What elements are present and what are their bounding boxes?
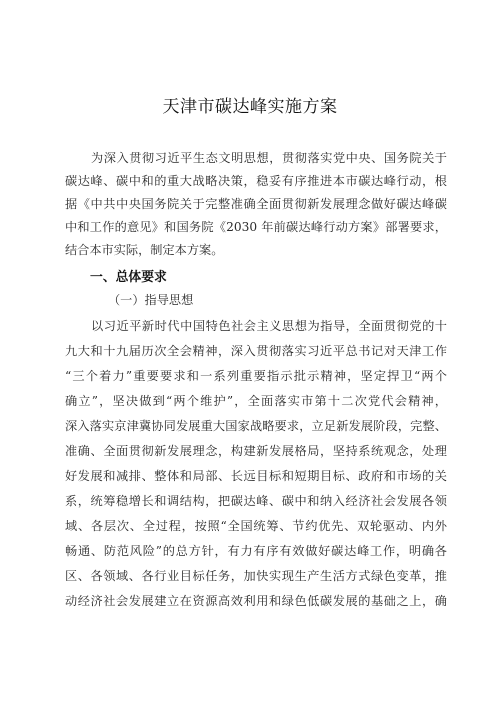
intro-line-4: 中和工作的意见》和国务院《2030 年前碳达峰行动方案》部署要求， [65, 220, 447, 234]
section-heading: 一、总体要求 [90, 270, 167, 285]
intro-line-2: 碳达峰、碳中和的重大战略决策，稳妥有序推进本市碳达峰行动，根 [65, 174, 447, 188]
body-line-2: 九大和十九届历次全会精神，深入贯彻落实习近平总书记对天津工作 [65, 344, 447, 358]
intro-line-3: 据《中共中央国务院关于完整准确全面贯彻新发展理念做好碳达峰碳 [65, 197, 447, 211]
body-line-7: 好发展和减排、整体和局部、长远目标和短期目标、政府和市场的关 [65, 469, 447, 483]
body-line-8: 系，统筹稳增长和调结构，把碳达峰、碳中和纳入经济社会发展各领 [65, 494, 447, 508]
body-line-11: 区、各领域、各行业目标任务，加快实现生产生活方式绿色变革，推 [65, 569, 447, 583]
body-line-3: “三个着力”重要要求和一系列重要指示批示精神，坚定捍卫“两个 [65, 369, 447, 383]
intro-line-1: 为深入贯彻习近平生态文明思想，贯彻落实党中央、国务院关于 [91, 151, 447, 165]
subsection-heading: （一）指导思想 [108, 293, 194, 307]
body-line-10: 畅通、防范风险”的总方针，有力有序有效做好碳达峰工作，明确各 [65, 544, 447, 558]
body-line-1: 以习近平新时代中国特色社会主义思想为指导，全面贯彻党的十 [91, 319, 447, 333]
body-line-12: 动经济社会发展建立在资源高效利用和绿色低碳发展的基础之上，确 [65, 594, 447, 608]
body-line-6: 准确、全面贯彻新发展理念，构建新发展格局，坚持系统观念，处理 [65, 444, 447, 458]
intro-line-5: 结合本市实际，制定本方案。 [65, 243, 224, 257]
document-title: 天津市碳达峰实施方案 [162, 97, 338, 117]
body-line-4: 确立”，坚决做到“两个维护”，全面落实市第十二次党代会精神， [65, 394, 447, 408]
body-line-5: 深入落实京津冀协同发展重大国家战略要求，立足新发展阶段，完整、 [65, 419, 447, 433]
body-line-9: 域、各层次、全过程，按照“全国统筹、节约优先、双轮驱动、内外 [65, 519, 447, 533]
